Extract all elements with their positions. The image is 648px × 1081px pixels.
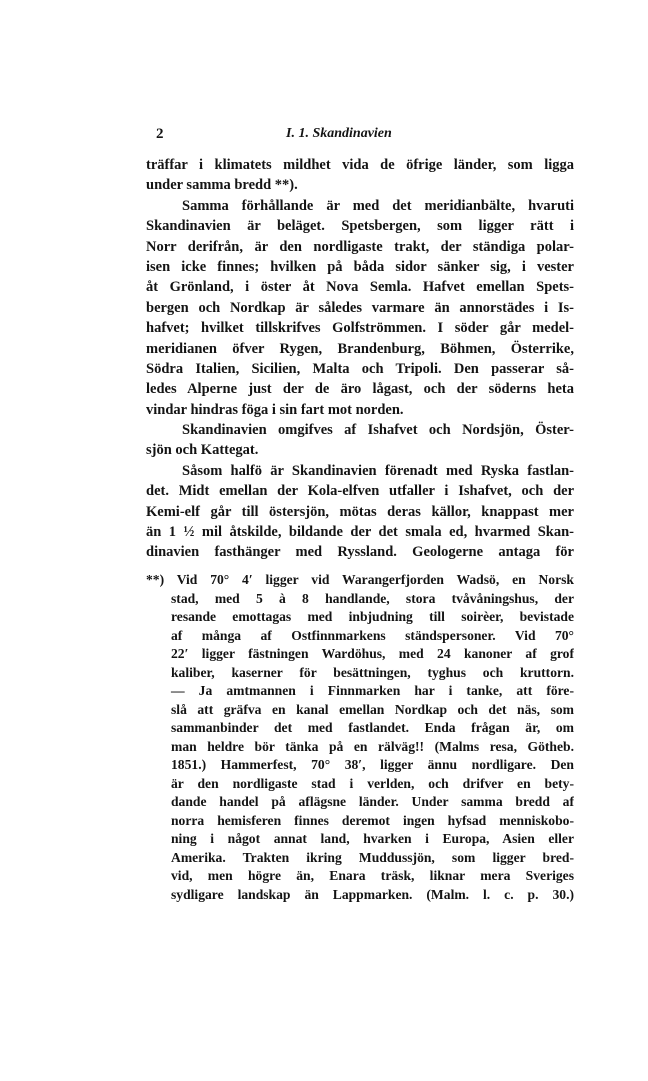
footnote-line: dande handel på aflägsne länder. Under samma bredd af (171, 794, 574, 809)
footnote-line: kaliber, kaserner för besättningen, tyghus och kruttorn. (171, 664, 574, 680)
text-line: Södra Italien, Sicilien, Malta och Tripoli. Den passerar så- (146, 360, 574, 377)
footnote-line: **) Vid 70° 4′ ligger vid Warangerfjorden Wadsö, en Norsk (146, 572, 574, 587)
footnote-line: norra hemisferen finnes deremot ingen hyfsad menniskobo- (171, 812, 574, 828)
footnote-line: 1851.) Hammerfest, 70° 38′, ligger ännu nordligare. Den (171, 757, 574, 772)
footnote-line: — Ja amtmannen i Finnmarken har i tanke, att före- (171, 683, 574, 698)
footnote-line: man heldre bör tänka på en rälväg!! (Malms resa, Götheb. (171, 738, 574, 754)
main-text (146, 155, 574, 563)
page-number: 2 (156, 126, 164, 142)
footnote-line: sydligare landskap än Lappmarken. (Malm. l. c. p. 30.) (171, 886, 574, 902)
text-line: under samma bredd **). (146, 177, 298, 194)
text-line: sjön och Kattegat. (146, 442, 259, 459)
footnote-line: vid, men högre än, Enara träsk, liknar mera Sveriges (171, 868, 574, 883)
footnote (146, 571, 574, 904)
text-line: Skandinavien är beläget. Spetsbergen, som ligger rätt i (146, 218, 574, 235)
page-header (146, 126, 574, 146)
footnote-line: sammanbinder det med fastlandet. Enda frågan är, om (171, 720, 574, 735)
text-line: träffar i klimatets mildhet vida de öfrige länder, som ligga (146, 157, 574, 173)
footnote-line: är den nordligaste stad i verlden, och drifver en bety- (171, 775, 574, 791)
text-line: än 1 ½ mil åtskilde, bildande der det smala ed, hvarmed Skan- (146, 524, 574, 541)
text-line: Norr derifrån, är den nordligaste trakt, der ständiga polar- (146, 238, 574, 255)
text-line: Såsom halfö är Skandinavien förenadt med Ryska fastlan- (182, 462, 574, 479)
text-line: meridianen öfver Rygen, Brandenburg, Böhmen, Österrike, (146, 340, 574, 357)
footnote-line: stad, med 5 à 8 handlande, stora tvåvåningshus, der (171, 590, 574, 606)
text-line: Samma förhållande är med det meridianbälte, hvaruti (182, 197, 574, 214)
footnote-line: Amerika. Trakten ikring Muddussjön, som ligger bred- (171, 849, 574, 865)
running-head: I. 1. Skandinavien (286, 126, 392, 141)
footnote-line: resande emottagas med inbjudning till soirèer, bevistade (171, 609, 574, 624)
text-line: åt Grönland, i öster åt Nova Semla. Hafvet emellan Spets- (146, 279, 574, 296)
footnote-line: ning i något annat land, hvarken i Europa, Asien eller (171, 831, 574, 846)
text-line: vindar hindras föga i sin fart mot norden. (146, 401, 404, 418)
text-line: hafvet; hvilket tillskrifves Golfströmmen. I söder går medel- (146, 320, 574, 337)
footnote-line: af många af Ostfinnmarkens ständspersoner. Vid 70° (171, 627, 574, 643)
text-line: det. Midt emellan der Kola-elfven utfaller i Ishafvet, och der (146, 483, 574, 500)
footnote-line: slå att gräfva en kanal emellan Nordkap och det näs, som (171, 701, 574, 717)
text-line: ledes Alperne just der de äro lågast, och der söderns heta (146, 381, 574, 398)
text-line: dinavien fasthänger med Ryssland. Geologerne antaga för (146, 544, 574, 561)
text-line: bergen och Nordkap är således varmare än annorstädes i Is- (146, 299, 574, 316)
footnote-line: 22′ ligger fästningen Wardöhus, med 24 kanoner af grof (171, 646, 574, 661)
text-line: Skandinavien omgifves af Ishafvet och Nordsjön, Öster- (182, 422, 574, 439)
text-line: isen icke finnes; hvilken på båda sidor sänker sig, i vester (146, 258, 574, 275)
text-line: Kemi-elf går till östersjön, mötas deras källor, knappast mer (146, 503, 574, 520)
